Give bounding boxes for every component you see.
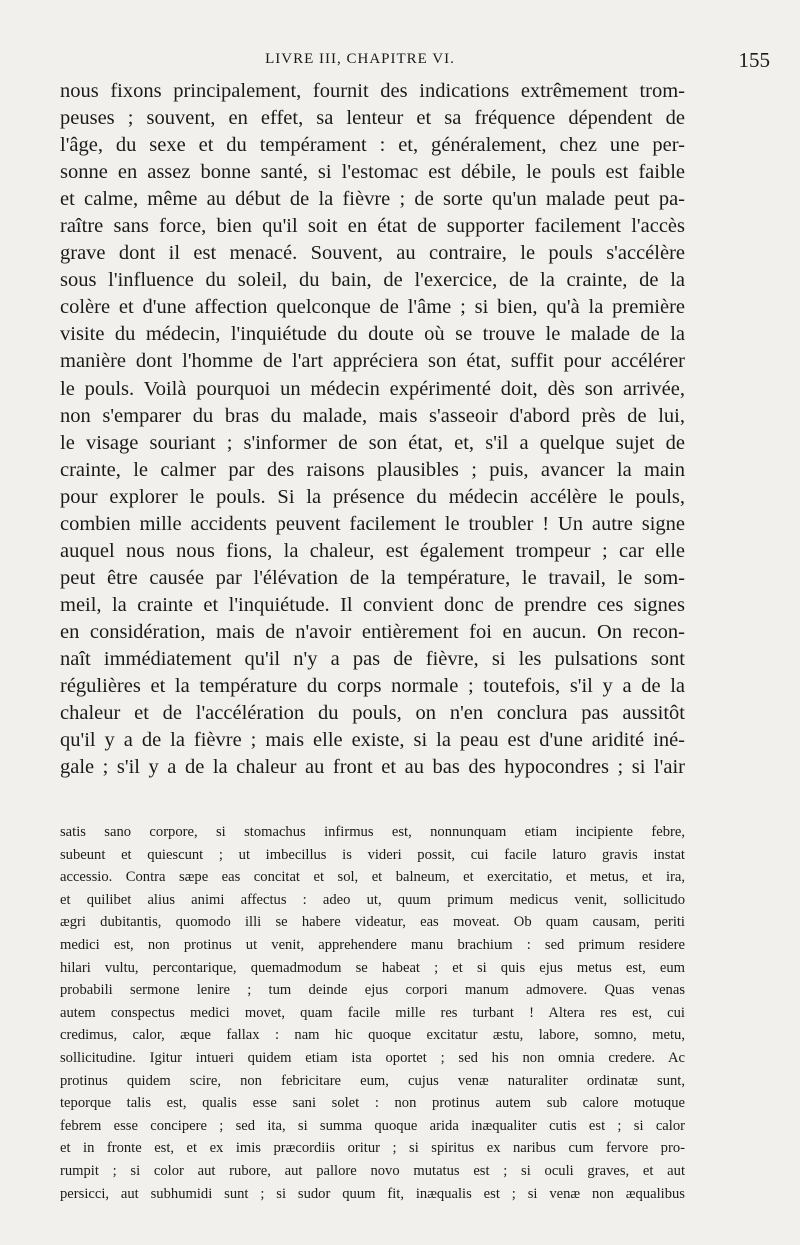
main-text-line: le pouls. Voilà pourquoi un médecin expérimenté doit, dès son arrivée, [60,377,685,400]
main-text-line: auquel nous nous fions, la chaleur, est également trompeur ; car elle [60,539,685,562]
note-text-line: satis sano corpore, si stomachus infirmus est, nonnunquam etiam incipiente febre, [60,824,685,840]
main-text-line: en considération, mais de n'avoir entièrement foi en aucun. On recon- [60,620,685,643]
note-text-line: autem conspectus medici movet, quam facile mille res turbant ! Altera res est, cui [60,1004,685,1021]
note-text-line: sollicitudine. Igitur intueri quidem etiam ista oportet ; sed his non omnia credere. Ac [60,1049,685,1066]
main-text-line: l'âge, du sexe et du tempérament : et, généralement, chez une per- [60,134,685,157]
main-text-line: pour explorer le pouls. Si la présence du médecin accélère le pouls, [60,485,685,508]
main-text-line: régulières et la température du corps normale ; toutefois, s'il y a de la [60,675,685,698]
note-text-line: hilari vultu, percontarique, quemadmodum se habeat ; et si quis ejus metus est, eum [60,959,685,976]
main-text-line: meil, la crainte et l'inquiétude. Il convient donc de prendre ces signes [60,593,685,616]
running-head [60,48,770,72]
note-text-line: protinus quidem scire, non febricitare eum, cujus venæ naturaliter ordinatæ sunt, [60,1072,685,1089]
main-text-line: qu'il y a de la fièvre ; mais elle existe, si la peau est d'une aridité iné- [60,729,685,752]
note-text-line: medici est, non protinus ut venit, apprehendere manu brachium : sed primum residere [60,936,685,953]
main-text-line: nous fixons principalement, fournit des indications extrêmement trom- [60,80,685,102]
note-text-line: credimus, calor, æque fallax : nam hic quoque excitatur æstu, labore, somno, metu, [60,1027,685,1044]
main-text-line: et calme, même au début de la fièvre ; de sorte qu'un malade peut pa- [60,188,685,211]
note-text-line: et in fronte est, et ex imis præcordiis oritur ; si spiritus ex naribus cum fervore pro- [60,1140,685,1157]
main-text-block [60,78,685,781]
note-text-line: febrem esse concipere ; sed ita, si summa quoque arida inæqualiter cutis est ; si calor [60,1117,685,1134]
note-text-line: et quilibet alius animi affectus : adeo ut, quum primum medicus venit, sollicitudo [60,891,685,908]
main-text-line: chaleur et de l'accélération du pouls, on n'en conclura pas aussitôt [60,702,685,725]
main-text-line: le visage souriant ; s'informer de son état, et, s'il a quelque sujet de [60,431,685,454]
main-text-line: colère et d'une affection quelconque de l'âme ; si bien, qu'à la première [60,296,685,319]
note-text-line: persicci, aut subhumidi sunt ; si sudor quum fit, inæqualis est ; si venæ non æqualibus [60,1185,685,1202]
note-text-line: rumpit ; si color aut rubore, aut pallore novo mutatus est ; si oculi graves, et aut [60,1162,685,1179]
main-text-line: grave dont il est menacé. Souvent, au contraire, le pouls s'accélère [60,242,685,265]
note-text-line: ægri dubitantis, quomodo illi se habere videatur, eas moveat. Ob quam causam, periti [60,914,685,931]
main-text-line: naît immédiatement qu'il n'y a pas de fièvre, si les pulsations sont [60,647,685,670]
page-number: 155 [738,48,770,72]
main-text-line: sonne en assez bonne santé, si l'estomac est débile, le pouls est faible [60,161,685,184]
main-text-line: raître sans force, bien qu'il soit en état de supporter facilement l'accès [60,215,685,238]
note-text-line: subeunt et quiescunt ; ut imbecillus is videri possit, cui facile laturo gravis instat [60,846,685,863]
main-text-line: gale ; s'il y a de la chaleur au front et au bas des hypocondres ; si l'air [60,756,685,779]
main-text-line: peuses ; souvent, en effet, sa lenteur et sa fréquence dépendent de [60,107,685,130]
note-text-line: probabili sermone lenire ; tum deinde ejus corpori manum admovere. Quas venas [60,982,685,999]
main-text-line: peut être causée par l'élévation de la température, le travail, le som- [60,566,685,589]
main-text-line: visite du médecin, l'inquiétude du doute où se trouve le malade de la [60,323,685,346]
main-text-line: manière dont l'homme de l'art appréciera son état, suffit pour accélérer [60,350,685,373]
main-text-line: crainte, le calmer par des raisons plausibles ; puis, avancer la main [60,458,685,481]
running-title: LIVRE III, CHAPITRE VI. [265,51,455,67]
note-text-line: accessio. Contra sæpe eas concitat et sol, et balneum, et exercitatio, et metus, et ira, [60,869,685,886]
note-text-line: teporque talis est, qualis esse sani solet : non protinus autem sub calore motuque [60,1095,685,1112]
main-text-line: combien mille accidents peuvent facilement le troubler ! Un autre signe [60,512,685,535]
main-text-line: non s'emparer du bras du malade, mais s'asseoir d'abord près de lui, [60,404,685,427]
main-text-line: sous l'influence du soleil, du bain, de l'exercice, de la crainte, de la [60,269,685,292]
latin-note-block [60,821,685,1205]
